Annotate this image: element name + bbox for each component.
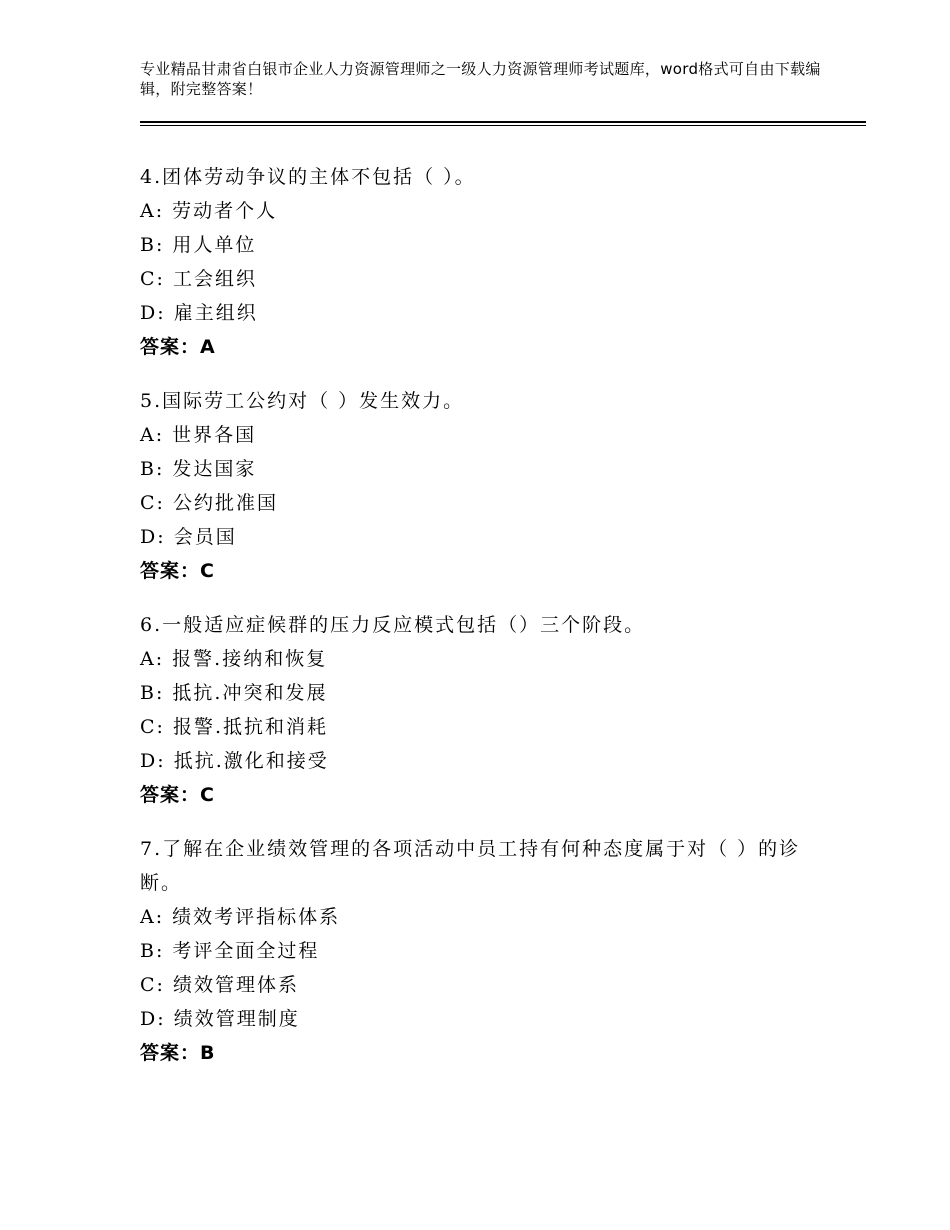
answer-line: 答案：C xyxy=(140,784,215,806)
option-letter: D: xyxy=(140,1008,166,1030)
option-b xyxy=(140,676,830,710)
option-c xyxy=(140,710,830,744)
option-letter: B: xyxy=(140,458,165,480)
question-4 xyxy=(140,160,830,364)
option-c xyxy=(140,486,830,520)
question-stem: 6.一般适应症候群的压力反应模式包括（）三个阶段。 xyxy=(140,614,646,636)
option-text: 会员国 xyxy=(173,526,237,548)
option-c xyxy=(140,968,830,1002)
option-letter: A: xyxy=(140,648,165,670)
option-text: 抵抗.冲突和发展 xyxy=(172,682,328,704)
question-6 xyxy=(140,608,830,812)
option-a xyxy=(140,900,830,934)
option-letter: D: xyxy=(140,526,166,548)
option-d xyxy=(140,296,830,330)
option-text: 报警.抵抗和消耗 xyxy=(173,716,329,738)
answer-line: 答案：B xyxy=(140,1042,216,1064)
answer-line: 答案：C xyxy=(140,560,215,582)
question-5 xyxy=(140,384,830,588)
option-text: 雇主组织 xyxy=(173,302,258,324)
option-b xyxy=(140,228,830,262)
option-letter: A: xyxy=(140,424,165,446)
option-letter: B: xyxy=(140,682,165,704)
option-text: 报警.接纳和恢复 xyxy=(172,648,328,670)
question-list xyxy=(140,160,830,1090)
header-rule-thick xyxy=(140,121,866,123)
option-text: 发达国家 xyxy=(172,458,257,480)
option-c xyxy=(140,262,830,296)
option-b xyxy=(140,452,830,486)
option-text: 绩效考评指标体系 xyxy=(172,906,341,928)
option-letter: C: xyxy=(140,268,165,290)
answer-line: 答案：A xyxy=(140,336,216,358)
option-letter: C: xyxy=(140,716,165,738)
option-text: 世界各国 xyxy=(172,424,257,446)
option-letter: A: xyxy=(140,906,165,928)
option-text: 绩效管理体系 xyxy=(173,974,300,996)
question-stem: 5.国际劳工公约对（ ）发生效力。 xyxy=(140,390,465,412)
option-text: 公约批准国 xyxy=(173,492,279,514)
option-d xyxy=(140,1002,830,1036)
option-letter: C: xyxy=(140,492,165,514)
option-a xyxy=(140,194,830,228)
option-d xyxy=(140,520,830,554)
header-rule-thin xyxy=(140,125,866,126)
option-letter: C: xyxy=(140,974,165,996)
question-stem: 7.了解在企业绩效管理的各项活动中员工持有何种态度属于对（ ）的诊断。 xyxy=(140,838,801,894)
question-stem: 4.团体劳动争议的主体不包括（ ）。 xyxy=(140,166,476,188)
option-text: 绩效管理制度 xyxy=(173,1008,300,1030)
option-letter: B: xyxy=(140,234,165,256)
option-text: 抵抗.激化和接受 xyxy=(173,750,329,772)
option-letter: D: xyxy=(140,302,166,324)
option-text: 用人单位 xyxy=(172,234,257,256)
question-7 xyxy=(140,832,830,1070)
option-a xyxy=(140,642,830,676)
option-text: 考评全面全过程 xyxy=(172,940,320,962)
option-d xyxy=(140,744,830,778)
option-letter: D: xyxy=(140,750,166,772)
option-b xyxy=(140,934,830,968)
option-letter: A: xyxy=(140,200,165,222)
document-header: 专业精品甘肃省白银市企业人力资源管理师之一级人力资源管理师考试题库，word格式可自由下载编辑，附完整答案！ xyxy=(140,60,821,98)
option-letter: B: xyxy=(140,940,165,962)
option-text: 劳动者个人 xyxy=(172,200,278,222)
option-text: 工会组织 xyxy=(173,268,258,290)
option-a xyxy=(140,418,830,452)
